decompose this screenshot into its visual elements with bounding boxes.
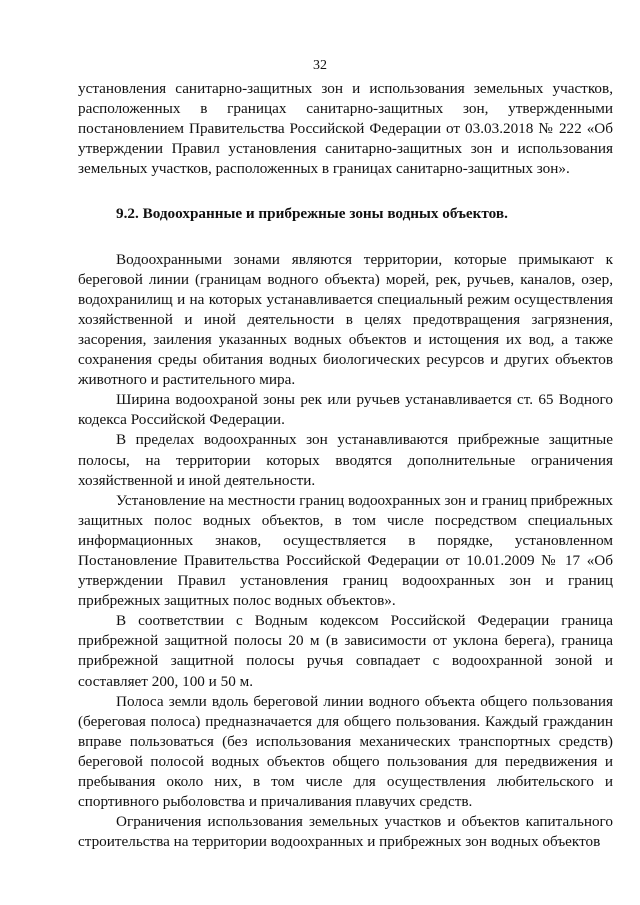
paragraph-3: В пределах водоохранных зон устанавливаются прибрежные защитные полосы, на территории которых вводятся дополнительные ограничения хозяйственной и иной деятельности. <box>78 431 613 489</box>
paragraph-4: Установление на местности границ водоохранных зон и границ прибрежных защитных полос водных объектов, в том числе посредством специальных информационных знаков, осуществляется в порядке, установленном Постановление Правительства Российской Федерации от 10.01.2009 № 17 «Об утверждении Правил установления границ водоохранных зон и границ прибрежных защитных полос водных объектов». <box>78 491 613 610</box>
page-number: 32 <box>313 58 327 73</box>
paragraph-5: В соответствии с Водным кодексом Российской Федерации граница прибрежной защитной полосы 20 м (в зависимости от уклона берега), граница прибрежной защитной полосы ручья совпадает с водоохранной зоной и составляет 200, 100 и 50 м. <box>78 612 613 690</box>
paragraph-2: Ширина водоохраной зоны рек или ручьев устанавливается ст. 65 Водного кодекса Российской Федерации. <box>78 391 613 429</box>
paragraph-6: Полоса земли вдоль береговой линии водного объекта общего пользования (береговая полоса) предназначается для общего пользования. Каждый гражданин вправе пользоваться (без использования механических транспортных средств) береговой полосой водных объектов общего пользования для передвижения и пребывания около них, в том числе для осуществления любительского и спортивного рыболовства и причаливания плавучих средств. <box>78 692 613 811</box>
intro-paragraph: установления санитарно-защитных зон и использования земельных участков, расположенных в границах санитарно-защитных зон, утвержденными постановлением Правительства Российской Федерации от 03.03.2018 № 222 «Об утверждении Правил установления санитарно-защитных зон и использования земельных участков, расположенных в границах санитарно-защитных зон». <box>78 80 613 178</box>
paragraph-7: Ограничения использования земельных участков и объектов капитального строительства на территории водоохранных и прибрежных зон водных объектов <box>78 813 613 851</box>
section-heading: 9.2. Водоохранные и прибрежные зоны водных объектов. <box>116 205 508 223</box>
paragraph-1: Водоохранными зонами являются территории, которые примыкают к береговой линии (границам водного объекта) морей, рек, ручьев, каналов, озер, водохранилищ и на которых устанавливается специальный режим осуществления хозяйственной и иной деятельности в целях предотвращения загрязнения, засорения, заиления указанных водных объектов и истощения их вод, а также сохранения среды обитания водных биологических ресурсов и других объектов животного и растительного мира. <box>78 250 613 389</box>
document-body <box>78 79 613 852</box>
